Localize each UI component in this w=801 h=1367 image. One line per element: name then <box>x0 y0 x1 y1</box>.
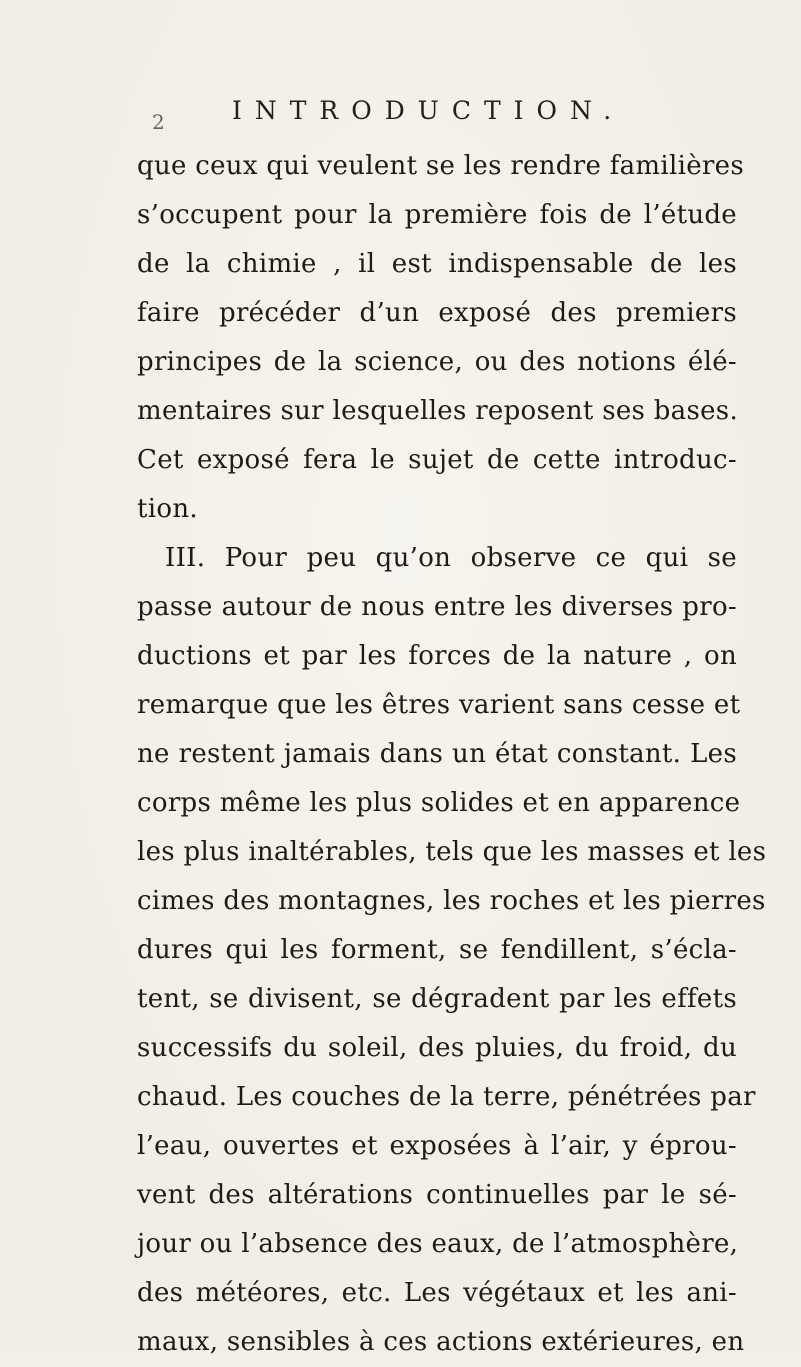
running-head <box>0 96 801 136</box>
text-line: de la chimie , il est indispensable de les <box>137 249 737 279</box>
text-line: passe autour de nous entre les diverses pro- <box>137 592 737 622</box>
page-number: 2 <box>152 110 165 134</box>
text-line: cimes des montagnes, les roches et les pierres <box>137 886 766 916</box>
text-line: remarque que les êtres varient sans cesse et <box>137 690 741 720</box>
text-line: des météores, etc. Les végétaux et les ani- <box>137 1278 737 1308</box>
text-line: l’eau, ouvertes et exposées à l’air, y éprou- <box>137 1131 737 1161</box>
text-line: les plus inaltérables, tels que les masses et les <box>137 837 767 867</box>
text-line: successifs du soleil, des pluies, du froid, du <box>137 1033 737 1063</box>
text-line: ductions et par les forces de la nature , on <box>137 641 737 671</box>
text-line: principes de la science, ou des notions élé- <box>137 347 737 377</box>
text-line: que ceux qui veulent se les rendre familières <box>137 151 744 181</box>
text-line: chaud. Les couches de la terre, pénétrées par <box>137 1082 756 1112</box>
text-line: tent, se divisent, se dégradent par les effets <box>137 984 737 1014</box>
text-line: faire précéder d’un exposé des premiers <box>137 298 737 328</box>
text-line: ne restent jamais dans un état constant. Les <box>137 739 737 769</box>
text-line: jour ou l’absence des eaux, de l’atmosphère, <box>137 1229 739 1259</box>
body-text <box>137 142 767 1367</box>
running-title: INTRODUCTION. <box>232 96 625 125</box>
paragraph-start-line: III. Pour peu qu’on observe ce qui se <box>165 543 737 573</box>
text-line: s’occupent pour la première fois de l’étude <box>137 200 737 230</box>
text-line: vent des altérations continuelles par le sé- <box>137 1180 737 1210</box>
text-line: dures qui les forment, se fendillent, s’écla- <box>137 935 737 965</box>
text-line: tion. <box>137 494 198 524</box>
text-line: maux, sensibles à ces actions extérieures, en <box>137 1327 745 1357</box>
text-line: mentaires sur lesquelles reposent ses bases. <box>137 396 739 426</box>
text-line: corps même les plus solides et en apparence <box>137 788 741 818</box>
text-line: Cet exposé fera le sujet de cette introduc- <box>137 445 737 475</box>
